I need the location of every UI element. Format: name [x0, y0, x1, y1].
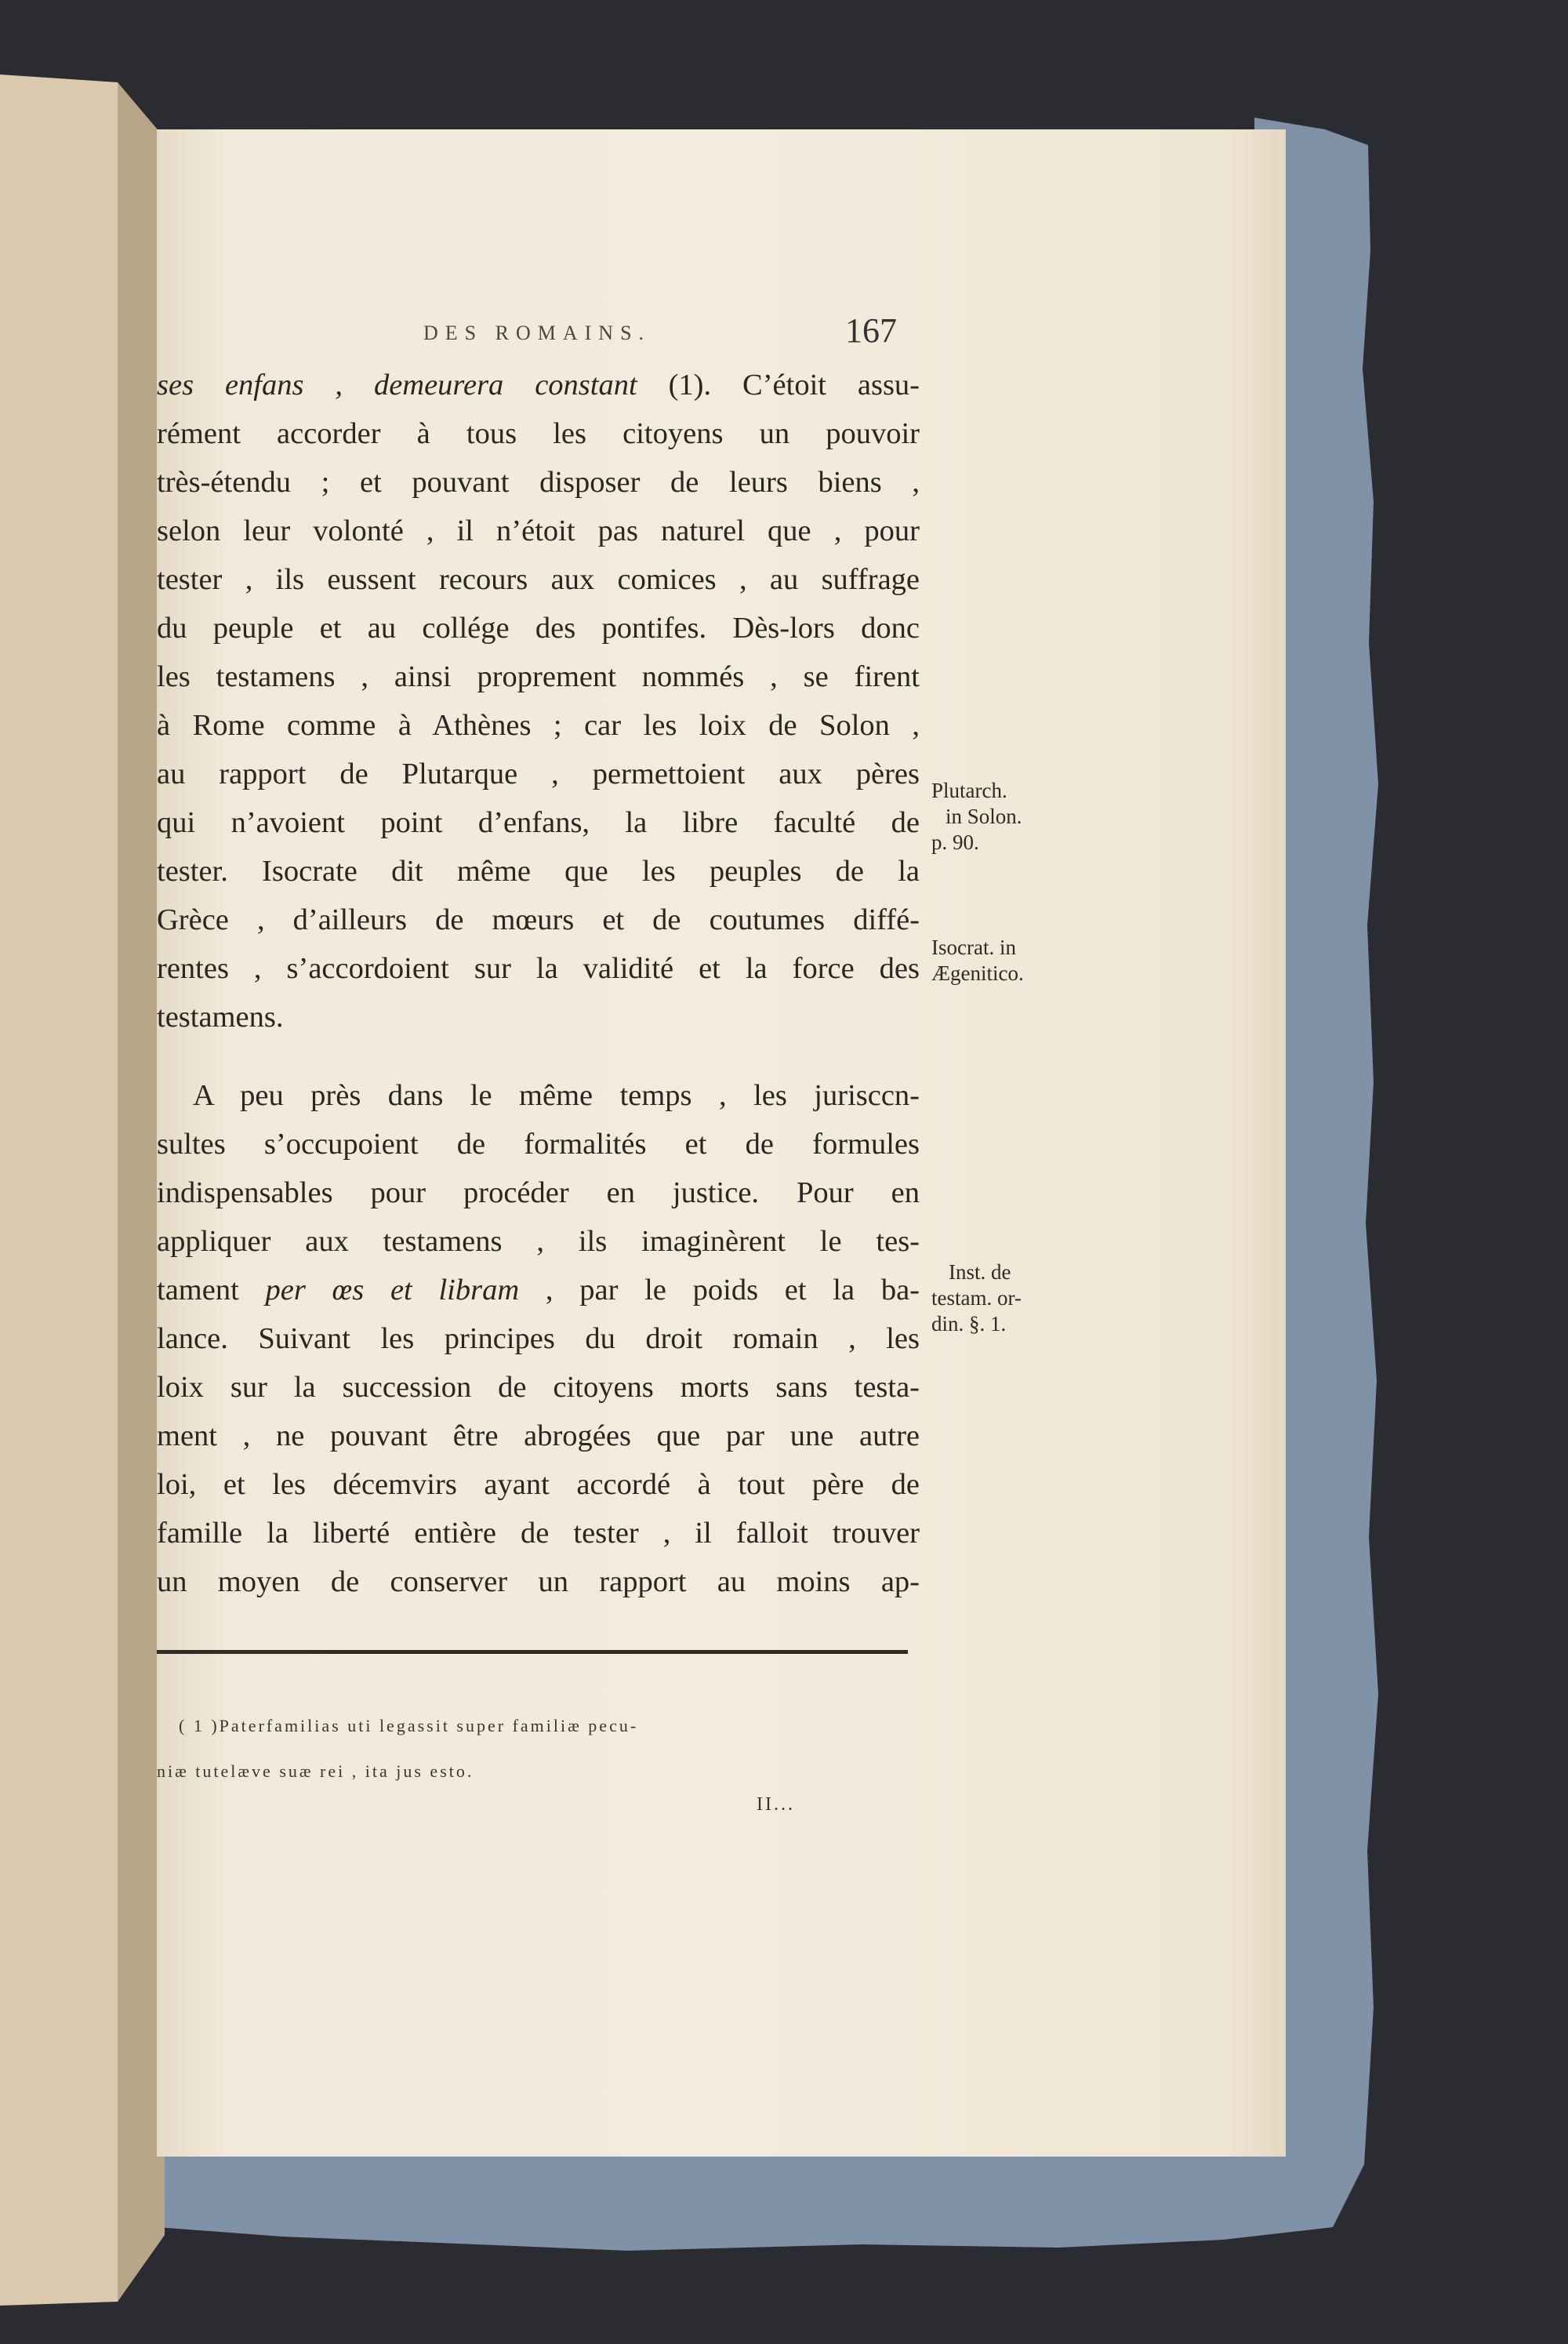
italic-phrase: per œs et libram — [265, 1274, 520, 1306]
note-line: p. 90. — [931, 830, 979, 854]
text-line: loi, et les décemvirs ayant accordé à tout père de — [157, 1468, 920, 1501]
running-header: DES ROMAINS. — [423, 322, 652, 344]
text-line: du peuple et au collége des pontifes. Dès-lors donc — [157, 612, 920, 645]
text-line — [157, 1266, 920, 1314]
note-line: Ægenitico. — [931, 961, 1024, 985]
footnote-rule — [157, 1650, 908, 1654]
italic-quote: ses enfans , demeurera constant — [157, 369, 637, 402]
text-line: très-étendu ; et pouvant disposer de leurs biens , — [157, 466, 920, 499]
footnote-line: ( 1 )Paterfamilias uti legassit super familiæ pecu- — [179, 1716, 639, 1735]
main-text — [157, 361, 920, 1606]
page-number: 167 — [845, 311, 897, 350]
text-line: indispensables pour procéder en justice. Pour en — [157, 1176, 920, 1209]
text-line: sultes s’occupoient de formalités et de formules — [157, 1128, 920, 1161]
text-line: famille la liberté entière de tester , il falloit trouver — [157, 1517, 920, 1550]
text-line: tester. Isocrate dit même que les peuples de la — [157, 855, 920, 888]
footnote-line: niæ tutelæve suæ rei , ita jus esto. — [157, 1761, 474, 1781]
margin-note-isocrates — [931, 935, 1082, 987]
note-line: Inst. de — [949, 1260, 1011, 1284]
text-line: rément accorder à tous les citoyens un pouvoir — [157, 417, 920, 450]
text-line: qui n’avoient point d’enfans, la libre faculté de — [157, 806, 920, 839]
text-line: rentes , s’accordoient sur la validité et la force des — [157, 952, 920, 985]
text-line: loix sur la succession de citoyens morts sans testa- — [157, 1371, 920, 1404]
text-line: à Rome comme à Athènes ; car les loix de Solon , — [157, 709, 920, 742]
text-fragment: tament — [157, 1274, 266, 1306]
text-line: appliquer aux testamens , ils imaginèrent le tes- — [157, 1225, 920, 1258]
note-line: in Solon. — [946, 805, 1022, 828]
margin-note-plutarch — [931, 778, 1082, 856]
footnote — [157, 1703, 929, 1794]
text-line: ment , ne pouvant être abrogées que par une autre — [157, 1419, 920, 1452]
text-fragment: (1). C’étoit assu- — [637, 369, 920, 402]
text-line: les testamens , ainsi proprement nommés , se firent — [157, 660, 920, 693]
text-line: Grèce , d’ailleurs de mœurs et de coutumes diffé- — [157, 903, 920, 936]
text-line: A peu près dans le même temps , les jurisccn- — [193, 1079, 920, 1112]
paragraph-gap — [157, 1041, 920, 1071]
text-line: tester , ils eussent recours aux comices , au suffrage — [157, 563, 920, 596]
catchword: II... — [757, 1794, 795, 1815]
note-line: Isocrat. in — [931, 936, 1016, 959]
text-fragment: , par le poids et la ba- — [519, 1274, 920, 1306]
note-line: din. §. 1. — [931, 1312, 1007, 1336]
text-line: selon leur volonté , il n’étoit pas naturel que , pour — [157, 514, 920, 547]
text-line: lance. Suivant les principes du droit romain , les — [157, 1322, 920, 1355]
note-line: testam. or- — [931, 1286, 1022, 1310]
text-line: un moyen de conserver un rapport au moins ap- — [157, 1565, 920, 1598]
text-line — [157, 361, 920, 409]
note-line: Plutarch. — [931, 779, 1007, 802]
margin-note-institutes — [931, 1259, 1082, 1337]
text-line: au rapport de Plutarque , permettoient aux pères — [157, 758, 920, 790]
text-line: testamens. — [157, 1001, 284, 1034]
